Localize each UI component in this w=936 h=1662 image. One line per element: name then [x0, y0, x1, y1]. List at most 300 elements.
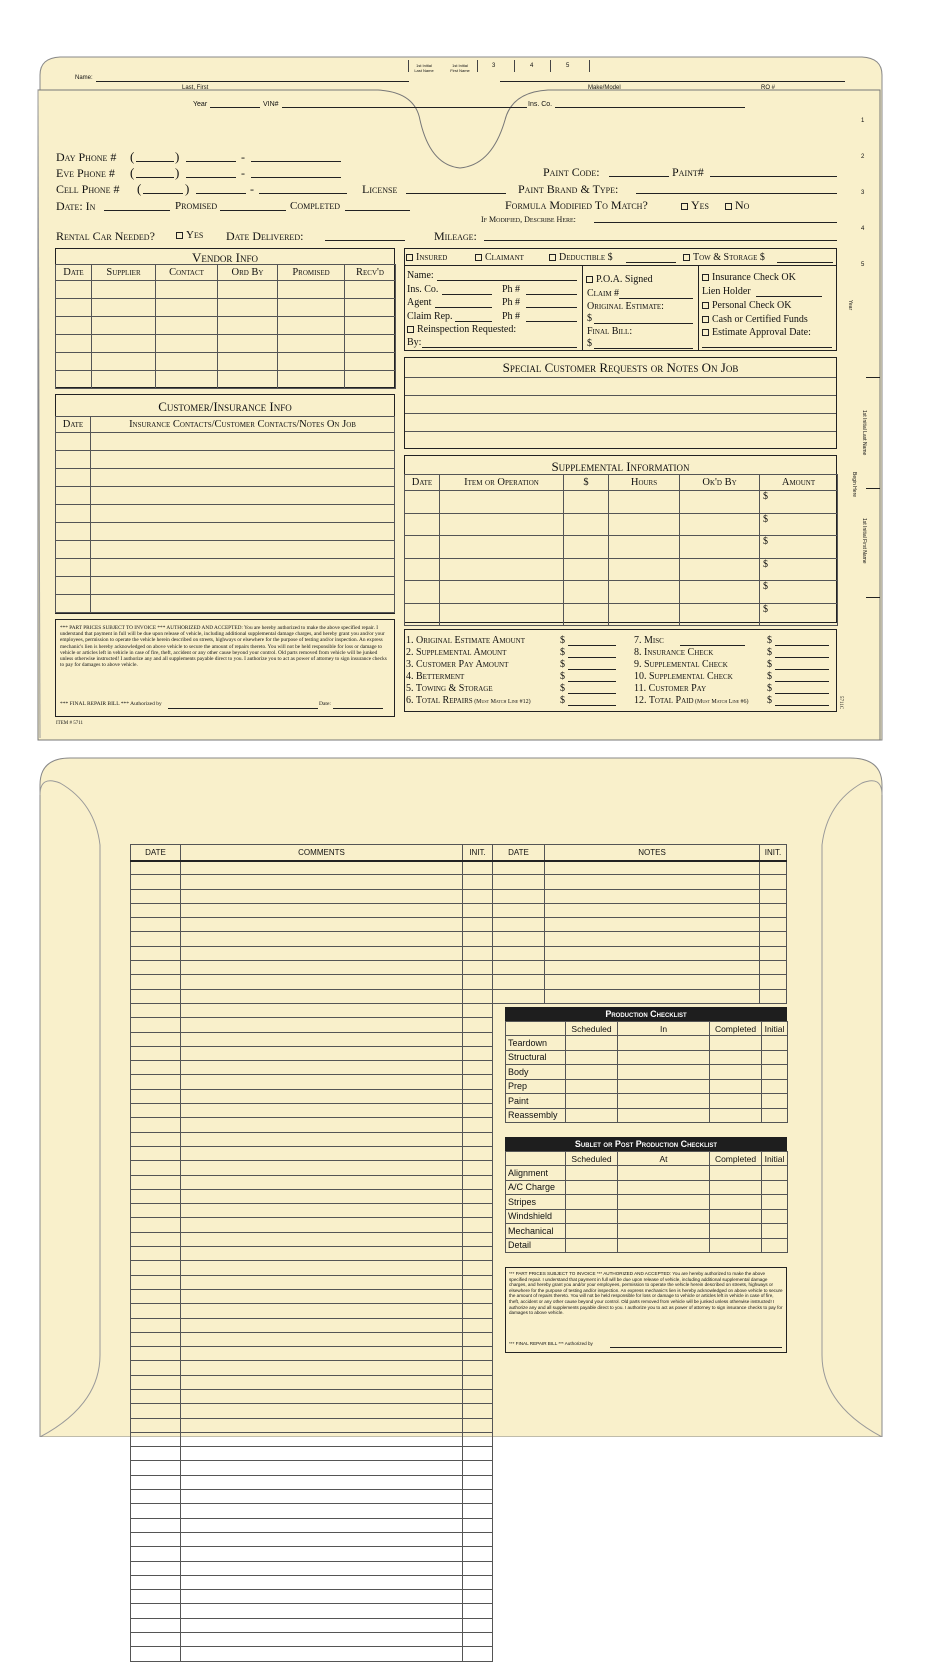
table-cell[interactable] — [463, 1104, 493, 1118]
table-cell[interactable] — [345, 371, 396, 389]
checklist-cell[interactable] — [566, 1036, 618, 1051]
amount-line[interactable] — [775, 645, 829, 646]
amount-line[interactable] — [568, 669, 616, 670]
formula-no[interactable] — [725, 199, 749, 211]
table-cell[interactable]: $ — [760, 558, 838, 581]
table-cell[interactable] — [609, 603, 680, 626]
table-cell[interactable] — [91, 541, 395, 559]
table-cell[interactable] — [463, 1604, 493, 1618]
table-cell[interactable] — [463, 1475, 493, 1489]
table-cell[interactable] — [463, 975, 493, 989]
table-cell[interactable] — [440, 513, 564, 536]
table-cell[interactable] — [760, 989, 787, 1003]
table-cell[interactable] — [156, 335, 218, 353]
personal-check-option[interactable] — [702, 301, 791, 311]
table-cell[interactable] — [564, 513, 609, 536]
table-cell[interactable] — [463, 1547, 493, 1561]
table-cell[interactable]: $ — [760, 491, 838, 514]
table-cell[interactable] — [181, 1204, 463, 1218]
checklist-cell[interactable] — [566, 1108, 618, 1123]
amount-line[interactable] — [568, 705, 616, 706]
table-cell[interactable] — [131, 1118, 181, 1132]
table-cell[interactable] — [156, 299, 218, 317]
table-cell[interactable] — [440, 491, 564, 514]
table-cell[interactable] — [463, 1590, 493, 1604]
table-cell[interactable] — [56, 317, 92, 335]
checklist-cell[interactable] — [762, 1079, 788, 1094]
table-cell[interactable]: $ — [760, 581, 838, 604]
table-cell[interactable] — [405, 491, 440, 514]
table-cell[interactable] — [545, 875, 760, 889]
checklist-cell[interactable] — [710, 1195, 762, 1210]
name-line[interactable] — [96, 81, 409, 82]
table-cell[interactable] — [463, 1075, 493, 1089]
table-cell[interactable] — [131, 1618, 181, 1632]
table-cell[interactable] — [131, 1532, 181, 1546]
checklist-cell[interactable] — [566, 1166, 618, 1181]
table-cell[interactable] — [463, 932, 493, 946]
table-cell[interactable] — [564, 558, 609, 581]
table-cell[interactable] — [181, 1332, 463, 1346]
table-cell[interactable] — [345, 335, 396, 353]
table-cell[interactable] — [181, 861, 463, 875]
table-cell[interactable] — [131, 1018, 181, 1032]
table-cell[interactable] — [131, 875, 181, 889]
table-cell[interactable] — [545, 903, 760, 917]
checklist-cell[interactable] — [710, 1166, 762, 1181]
table-cell[interactable] — [131, 861, 181, 875]
amount-line[interactable] — [568, 645, 616, 646]
table-cell[interactable] — [91, 595, 395, 613]
table-cell[interactable] — [493, 861, 545, 875]
table-cell[interactable] — [131, 1604, 181, 1618]
table-cell[interactable] — [463, 875, 493, 889]
checklist-cell[interactable] — [566, 1195, 618, 1210]
if-modified-line[interactable] — [594, 222, 837, 223]
amount-line[interactable] — [568, 657, 616, 658]
checklist-cell[interactable] — [566, 1180, 618, 1195]
license-line[interactable] — [406, 193, 506, 194]
table-cell[interactable] — [131, 1232, 181, 1246]
est-approval-option[interactable] — [702, 328, 811, 338]
table-cell[interactable] — [181, 1447, 463, 1461]
table-cell[interactable] — [440, 581, 564, 604]
table-cell[interactable] — [218, 371, 278, 389]
table-cell[interactable] — [218, 335, 278, 353]
table-cell[interactable] — [56, 335, 92, 353]
table-cell[interactable] — [760, 875, 787, 889]
table-cell[interactable] — [181, 1532, 463, 1546]
table-cell[interactable] — [181, 1104, 463, 1118]
checklist-cell[interactable] — [566, 1079, 618, 1094]
table-cell[interactable] — [463, 903, 493, 917]
ins-co-line[interactable] — [555, 107, 745, 108]
checklist-cell[interactable] — [710, 1180, 762, 1195]
table-cell[interactable] — [131, 1647, 181, 1661]
table-cell[interactable] — [181, 1404, 463, 1418]
checklist-cell[interactable] — [762, 1094, 788, 1109]
table-cell[interactable] — [463, 1432, 493, 1446]
table-cell[interactable] — [56, 523, 91, 541]
table-cell[interactable] — [131, 1389, 181, 1403]
table-cell[interactable] — [156, 371, 218, 389]
checklist-cell[interactable] — [762, 1036, 788, 1051]
table-cell[interactable] — [56, 577, 91, 595]
table-cell[interactable] — [463, 1232, 493, 1246]
table-cell[interactable] — [131, 1561, 181, 1575]
table-cell[interactable] — [463, 961, 493, 975]
table-cell[interactable] — [463, 1175, 493, 1189]
checklist-cell[interactable] — [618, 1224, 710, 1239]
table-cell[interactable] — [463, 1061, 493, 1075]
year-line[interactable] — [210, 107, 260, 108]
table-cell[interactable] — [181, 1218, 463, 1232]
phone-line[interactable] — [186, 161, 236, 162]
table-cell[interactable] — [56, 299, 92, 317]
table-cell[interactable] — [463, 1218, 493, 1232]
table-cell[interactable] — [760, 961, 787, 975]
table-cell[interactable] — [463, 1146, 493, 1160]
table-cell[interactable] — [181, 1418, 463, 1432]
checklist-cell[interactable] — [566, 1238, 618, 1253]
table-cell[interactable] — [181, 1161, 463, 1175]
checklist-cell[interactable] — [762, 1209, 788, 1224]
table-cell[interactable] — [545, 961, 760, 975]
table-cell[interactable] — [181, 1247, 463, 1261]
phone-line[interactable] — [186, 177, 236, 178]
table-cell[interactable] — [463, 1332, 493, 1346]
table-cell[interactable] — [131, 889, 181, 903]
table-cell[interactable] — [181, 1361, 463, 1375]
table-cell[interactable]: $ — [760, 513, 838, 536]
table-cell[interactable] — [56, 595, 91, 613]
table-cell[interactable] — [463, 1447, 493, 1461]
checklist-cell[interactable] — [710, 1238, 762, 1253]
table-cell[interactable] — [181, 1118, 463, 1132]
table-cell[interactable] — [181, 1275, 463, 1289]
checklist-cell[interactable] — [566, 1209, 618, 1224]
checklist-cell[interactable] — [618, 1238, 710, 1253]
ph-line[interactable] — [526, 321, 577, 322]
date-delivered-line[interactable] — [325, 240, 405, 241]
table-cell[interactable] — [131, 1146, 181, 1160]
table-cell[interactable] — [218, 353, 278, 371]
claimant-option[interactable] — [475, 253, 524, 263]
table-cell[interactable] — [181, 1604, 463, 1618]
table-cell[interactable] — [181, 1347, 463, 1361]
phone-line[interactable] — [259, 193, 347, 194]
table-cell[interactable] — [609, 491, 680, 514]
table-cell[interactable] — [91, 505, 395, 523]
table-cell[interactable] — [131, 1046, 181, 1060]
table-cell[interactable] — [463, 1532, 493, 1546]
table-cell[interactable] — [493, 903, 545, 917]
table-cell[interactable] — [345, 317, 396, 335]
table-cell[interactable] — [131, 1361, 181, 1375]
table-cell[interactable] — [131, 918, 181, 932]
table-cell[interactable] — [131, 1304, 181, 1318]
checklist-cell[interactable] — [710, 1050, 762, 1065]
table-cell[interactable] — [680, 513, 760, 536]
table-cell[interactable] — [463, 1490, 493, 1504]
table-cell[interactable] — [181, 889, 463, 903]
table-cell[interactable] — [131, 1132, 181, 1146]
back-authorized-line[interactable] — [610, 1347, 782, 1348]
table-cell[interactable] — [91, 469, 395, 487]
table-cell[interactable] — [440, 603, 564, 626]
checklist-cell[interactable] — [618, 1195, 710, 1210]
table-cell[interactable] — [493, 918, 545, 932]
table-cell[interactable] — [463, 1161, 493, 1175]
table-cell[interactable] — [463, 1418, 493, 1432]
table-cell[interactable] — [463, 918, 493, 932]
table-cell[interactable] — [131, 975, 181, 989]
table-cell[interactable] — [760, 889, 787, 903]
paint-no-line[interactable] — [710, 176, 837, 177]
table-cell[interactable] — [545, 918, 760, 932]
table-cell[interactable] — [405, 558, 440, 581]
checklist-cell[interactable] — [618, 1108, 710, 1123]
area-code-line[interactable] — [143, 193, 183, 194]
checklist-cell[interactable] — [710, 1094, 762, 1109]
by-line[interactable] — [422, 347, 577, 348]
table-cell[interactable] — [463, 1404, 493, 1418]
table-cell[interactable] — [131, 1075, 181, 1089]
ins-check-option[interactable] — [702, 273, 796, 283]
table-cell[interactable] — [609, 581, 680, 604]
table-cell[interactable] — [181, 1089, 463, 1103]
table-cell[interactable] — [493, 875, 545, 889]
vin-line[interactable] — [282, 107, 527, 108]
table-cell[interactable] — [91, 451, 395, 469]
table-cell[interactable] — [463, 1204, 493, 1218]
table-cell[interactable] — [463, 1561, 493, 1575]
table-cell[interactable] — [493, 975, 545, 989]
table-cell[interactable] — [680, 536, 760, 559]
table-cell[interactable] — [181, 875, 463, 889]
table-cell[interactable] — [564, 603, 609, 626]
checklist-cell[interactable] — [762, 1065, 788, 1080]
table-cell[interactable] — [131, 1318, 181, 1332]
authorized-line[interactable] — [168, 708, 318, 709]
name-line[interactable] — [437, 280, 577, 281]
checklist-cell[interactable] — [762, 1050, 788, 1065]
amount-line[interactable] — [568, 681, 616, 682]
ins-co-line[interactable] — [442, 294, 492, 295]
reinspection-option[interactable] — [407, 325, 516, 335]
checklist-cell[interactable] — [618, 1079, 710, 1094]
amount-line[interactable] — [775, 681, 829, 682]
table-cell[interactable] — [131, 1475, 181, 1489]
table-cell[interactable] — [545, 946, 760, 960]
table-cell[interactable] — [345, 299, 396, 317]
table-cell[interactable] — [131, 1490, 181, 1504]
table-cell[interactable]: $ — [760, 603, 838, 626]
table-cell[interactable] — [181, 1146, 463, 1160]
table-cell[interactable] — [181, 1261, 463, 1275]
table-cell[interactable] — [278, 371, 345, 389]
table-cell[interactable] — [181, 1475, 463, 1489]
table-cell[interactable] — [545, 932, 760, 946]
table-cell[interactable] — [463, 1032, 493, 1046]
table-cell[interactable] — [680, 603, 760, 626]
table-cell[interactable] — [131, 1518, 181, 1532]
table-cell[interactable] — [463, 1118, 493, 1132]
table-cell[interactable] — [181, 989, 463, 1003]
table-cell[interactable] — [181, 1633, 463, 1647]
table-cell[interactable] — [181, 1461, 463, 1475]
table-cell[interactable] — [156, 281, 218, 299]
table-cell[interactable] — [131, 1003, 181, 1017]
table-cell[interactable] — [181, 1504, 463, 1518]
deductible-line[interactable] — [626, 262, 676, 263]
table-cell[interactable] — [131, 1432, 181, 1446]
table-cell[interactable] — [545, 889, 760, 903]
table-cell[interactable] — [493, 889, 545, 903]
table-cell[interactable] — [278, 353, 345, 371]
area-code-line[interactable] — [136, 177, 174, 178]
checklist-cell[interactable] — [710, 1209, 762, 1224]
table-cell[interactable] — [131, 1332, 181, 1346]
table-cell[interactable] — [131, 1461, 181, 1475]
checklist-cell[interactable] — [710, 1065, 762, 1080]
table-cell[interactable] — [218, 299, 278, 317]
table-cell[interactable] — [463, 1275, 493, 1289]
paint-brand-line[interactable] — [636, 193, 837, 194]
claim-no-line[interactable] — [619, 298, 693, 299]
table-cell[interactable] — [218, 281, 278, 299]
table-cell[interactable] — [545, 989, 760, 1003]
amount-line[interactable] — [775, 693, 829, 694]
table-cell[interactable] — [493, 989, 545, 1003]
table-cell[interactable] — [760, 946, 787, 960]
checklist-cell[interactable] — [618, 1050, 710, 1065]
table-cell[interactable] — [56, 469, 91, 487]
promised-line[interactable] — [220, 210, 286, 211]
table-cell[interactable] — [463, 1347, 493, 1361]
table-cell[interactable] — [131, 1247, 181, 1261]
table-cell[interactable] — [91, 487, 395, 505]
checklist-cell[interactable] — [710, 1079, 762, 1094]
table-cell[interactable] — [181, 1232, 463, 1246]
checklist-cell[interactable] — [566, 1224, 618, 1239]
table-cell[interactable] — [760, 861, 787, 875]
table-cell[interactable] — [463, 1003, 493, 1017]
table-cell[interactable] — [56, 281, 92, 299]
checklist-cell[interactable] — [762, 1180, 788, 1195]
table-cell[interactable] — [463, 1304, 493, 1318]
table-cell[interactable] — [131, 1204, 181, 1218]
claim-rep-line[interactable] — [455, 321, 492, 322]
amount-line[interactable] — [775, 705, 829, 706]
paint-code-line[interactable] — [609, 176, 669, 177]
table-cell[interactable] — [760, 918, 787, 932]
table-cell[interactable] — [181, 1046, 463, 1060]
table-cell[interactable] — [760, 903, 787, 917]
table-cell[interactable] — [440, 536, 564, 559]
table-cell[interactable] — [680, 558, 760, 581]
table-cell[interactable] — [92, 335, 156, 353]
table-cell[interactable] — [131, 1504, 181, 1518]
table-cell[interactable] — [181, 1389, 463, 1403]
table-cell[interactable] — [131, 1275, 181, 1289]
table-cell[interactable] — [345, 353, 396, 371]
table-cell[interactable] — [131, 1218, 181, 1232]
table-cell[interactable] — [131, 1590, 181, 1604]
table-cell[interactable] — [545, 861, 760, 875]
checklist-cell[interactable] — [618, 1166, 710, 1181]
table-cell[interactable] — [463, 1647, 493, 1661]
table-cell[interactable] — [56, 353, 92, 371]
table-cell[interactable] — [278, 299, 345, 317]
tow-storage-option[interactable] — [683, 253, 765, 263]
table-cell[interactable] — [92, 281, 156, 299]
checklist-cell[interactable] — [566, 1050, 618, 1065]
lien-line[interactable] — [756, 296, 822, 297]
table-cell[interactable] — [131, 946, 181, 960]
table-cell[interactable] — [131, 1061, 181, 1075]
checklist-cell[interactable] — [762, 1108, 788, 1123]
poa-option[interactable] — [586, 275, 653, 285]
table-cell[interactable] — [181, 1075, 463, 1089]
table-cell[interactable] — [181, 1432, 463, 1446]
table-cell[interactable] — [609, 558, 680, 581]
table-cell[interactable] — [92, 353, 156, 371]
table-cell[interactable] — [56, 559, 91, 577]
table-cell[interactable] — [680, 581, 760, 604]
table-cell[interactable] — [463, 1132, 493, 1146]
table-cell[interactable] — [91, 559, 395, 577]
table-cell[interactable] — [463, 1389, 493, 1403]
table-cell[interactable] — [760, 932, 787, 946]
table-cell[interactable] — [405, 581, 440, 604]
table-cell[interactable] — [131, 1032, 181, 1046]
table-cell[interactable] — [181, 1375, 463, 1389]
table-cell[interactable] — [564, 581, 609, 604]
table-cell[interactable] — [545, 975, 760, 989]
table-cell[interactable] — [463, 1261, 493, 1275]
table-cell[interactable] — [181, 1304, 463, 1318]
table-cell[interactable] — [56, 505, 91, 523]
table-cell[interactable] — [463, 1361, 493, 1375]
table-cell[interactable] — [56, 371, 92, 389]
table-cell[interactable] — [91, 433, 395, 451]
phone-line[interactable] — [251, 177, 341, 178]
table-cell[interactable] — [181, 1490, 463, 1504]
table-cell[interactable] — [440, 558, 564, 581]
table-cell[interactable] — [181, 1647, 463, 1661]
mileage-line[interactable] — [484, 240, 837, 241]
table-cell[interactable] — [493, 961, 545, 975]
table-cell[interactable] — [131, 1089, 181, 1103]
table-cell[interactable] — [278, 281, 345, 299]
table-cell[interactable] — [181, 961, 463, 975]
table-cell[interactable] — [131, 1575, 181, 1589]
table-cell[interactable]: $ — [760, 536, 838, 559]
checklist-cell[interactable] — [710, 1224, 762, 1239]
table-cell[interactable] — [181, 903, 463, 917]
table-cell[interactable] — [463, 1089, 493, 1103]
table-cell[interactable] — [181, 1590, 463, 1604]
table-cell[interactable] — [131, 1404, 181, 1418]
table-cell[interactable] — [181, 1518, 463, 1532]
table-cell[interactable] — [131, 1104, 181, 1118]
table-cell[interactable] — [463, 1633, 493, 1647]
ph-line[interactable] — [526, 294, 577, 295]
checklist-cell[interactable] — [762, 1224, 788, 1239]
table-cell[interactable] — [91, 577, 395, 595]
checklist-cell[interactable] — [618, 1036, 710, 1051]
